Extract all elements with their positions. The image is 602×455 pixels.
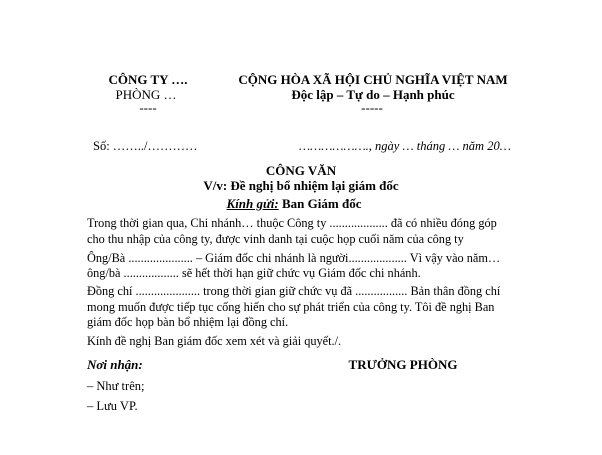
department-name: PHÒNG …: [115, 87, 177, 102]
document-subject: V/v: Đề nghị bổ nhiệm lại giám đốc: [203, 178, 399, 193]
closing-line: Kính đề nghị Ban giám đốc xem xét và giải quyết./.: [87, 334, 342, 348]
body-line: giám đốc họp bàn bổ nhiệm lại đồng chí.: [87, 315, 289, 329]
recipients-label: Nơi nhận:: [87, 357, 143, 372]
body-line: Đồng chí ..................... trong thời gian giữ chức vụ đã ................. Bản thân đồng chí: [87, 284, 501, 298]
recipient-label: Kính gửi:: [226, 196, 279, 211]
body-line: Ông/Bà ..................... – Giám đốc chi nhánh là người................... Vì vậy vào năm…: [87, 251, 501, 265]
document-number: Số: ……../…………: [93, 139, 198, 153]
signer-title: TRƯỞNG PHÒNG: [348, 357, 458, 372]
header-right-rule: -----: [361, 100, 383, 115]
recipient-item: – Như trên;: [87, 379, 145, 393]
document-title: CÔNG VĂN: [265, 163, 337, 178]
company-name: CÔNG TY ….: [108, 72, 188, 87]
body-line: ông/bà .................. sẽ hết thời hạn giữ chức vụ Giám đốc chi nhánh.: [87, 266, 421, 280]
body-line: cho thu nhập của công ty, được vinh danh tại cuộc họp cuối năm của công ty: [87, 232, 464, 246]
recipient-value: Ban Giám đốc: [282, 196, 362, 211]
header-left-rule: ----: [139, 100, 157, 115]
recipient-line: [227, 196, 362, 212]
body-line: Trong thời gian qua, Chi nhánh… thuộc Công ty ................... đã có nhiều đóng góp: [87, 216, 497, 230]
body-line: mong muốn được tiếp tục cống hiến cho sự phát triển của công ty. Tôi đề nghị Ban: [87, 300, 495, 314]
recipient-item: – Lưu VP.: [87, 399, 138, 413]
national-motto: Độc lập – Tự do – Hạnh phúc: [291, 87, 455, 102]
national-title: CỘNG HÒA XÃ HỘI CHỦ NGHĨA VIỆT NAM: [238, 72, 508, 87]
place-and-date: ………………., ngày … tháng … năm 20…: [299, 139, 511, 153]
